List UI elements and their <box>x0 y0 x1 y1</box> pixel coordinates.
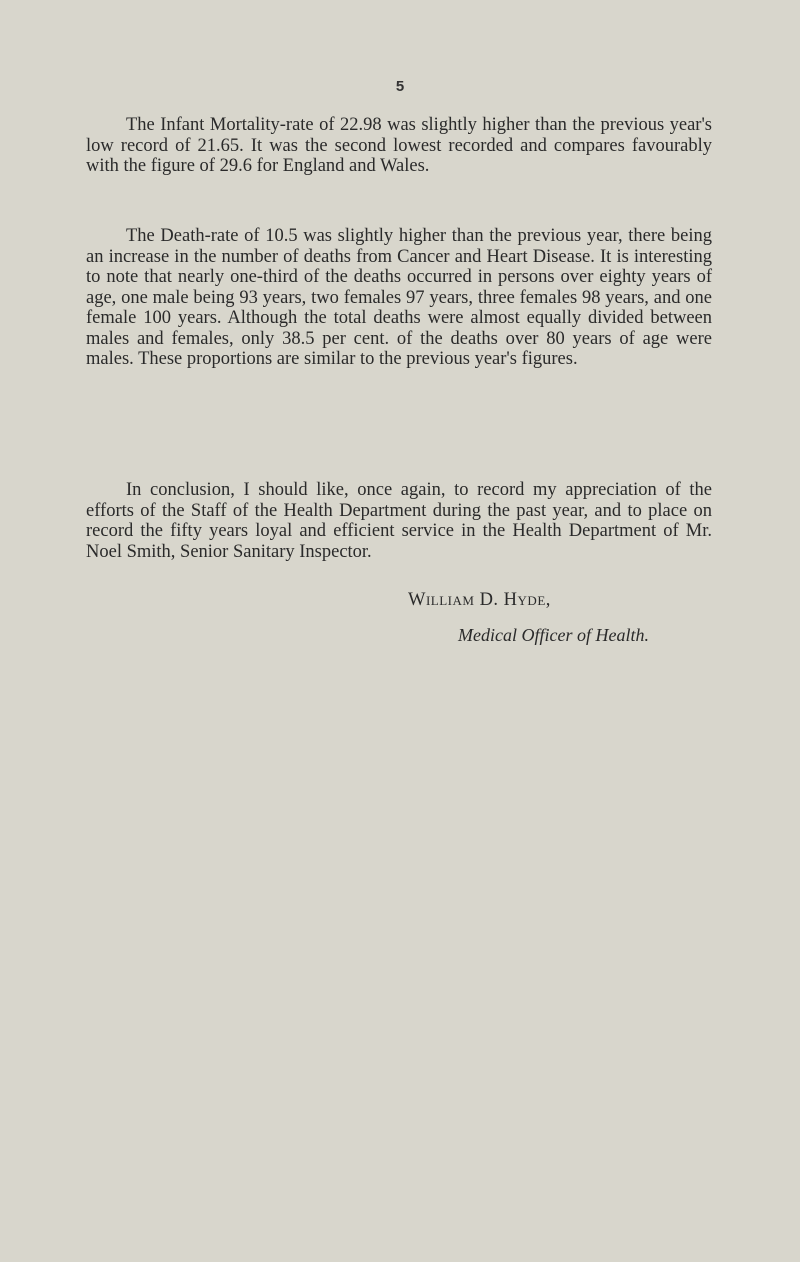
signature-name: William D. Hyde, <box>408 590 551 610</box>
paragraph-death-rate: The Death-rate of 10.5 was slightly higher than the previous year, there being an increase in the number of deaths from Cancer and Heart Disease. It is interesting to note that nearly one-third of the deaths occurred in persons over eighty years of age, one male being 93 years, two females 97 years, three females 98 years, and one female 100 years. Although the total deaths were almost equally divided between males and females, only 38.5 per cent. of the deaths over 80 years of age were males. These proportions are similar to the previous year's figures. <box>86 226 712 369</box>
signature-title: Medical Officer of Health. <box>458 625 649 645</box>
paragraph-infant-mortality: The Infant Mortality-rate of 22.98 was slightly higher than the previous year's low record of 21.65. It was the second lowest recorded and compares favourably with the figure of 29.6 for England and Wales. <box>86 115 712 176</box>
paragraph-conclusion: In conclusion, I should like, once again, to record my appreciation of the efforts of the Staff of the Health Department during the past year, and to place on record the fifty years loyal and efficient service in the Health Department of Mr. Noel Smith, Senior Sanitary Inspector. <box>86 480 712 562</box>
page-number: 5 <box>395 78 405 95</box>
